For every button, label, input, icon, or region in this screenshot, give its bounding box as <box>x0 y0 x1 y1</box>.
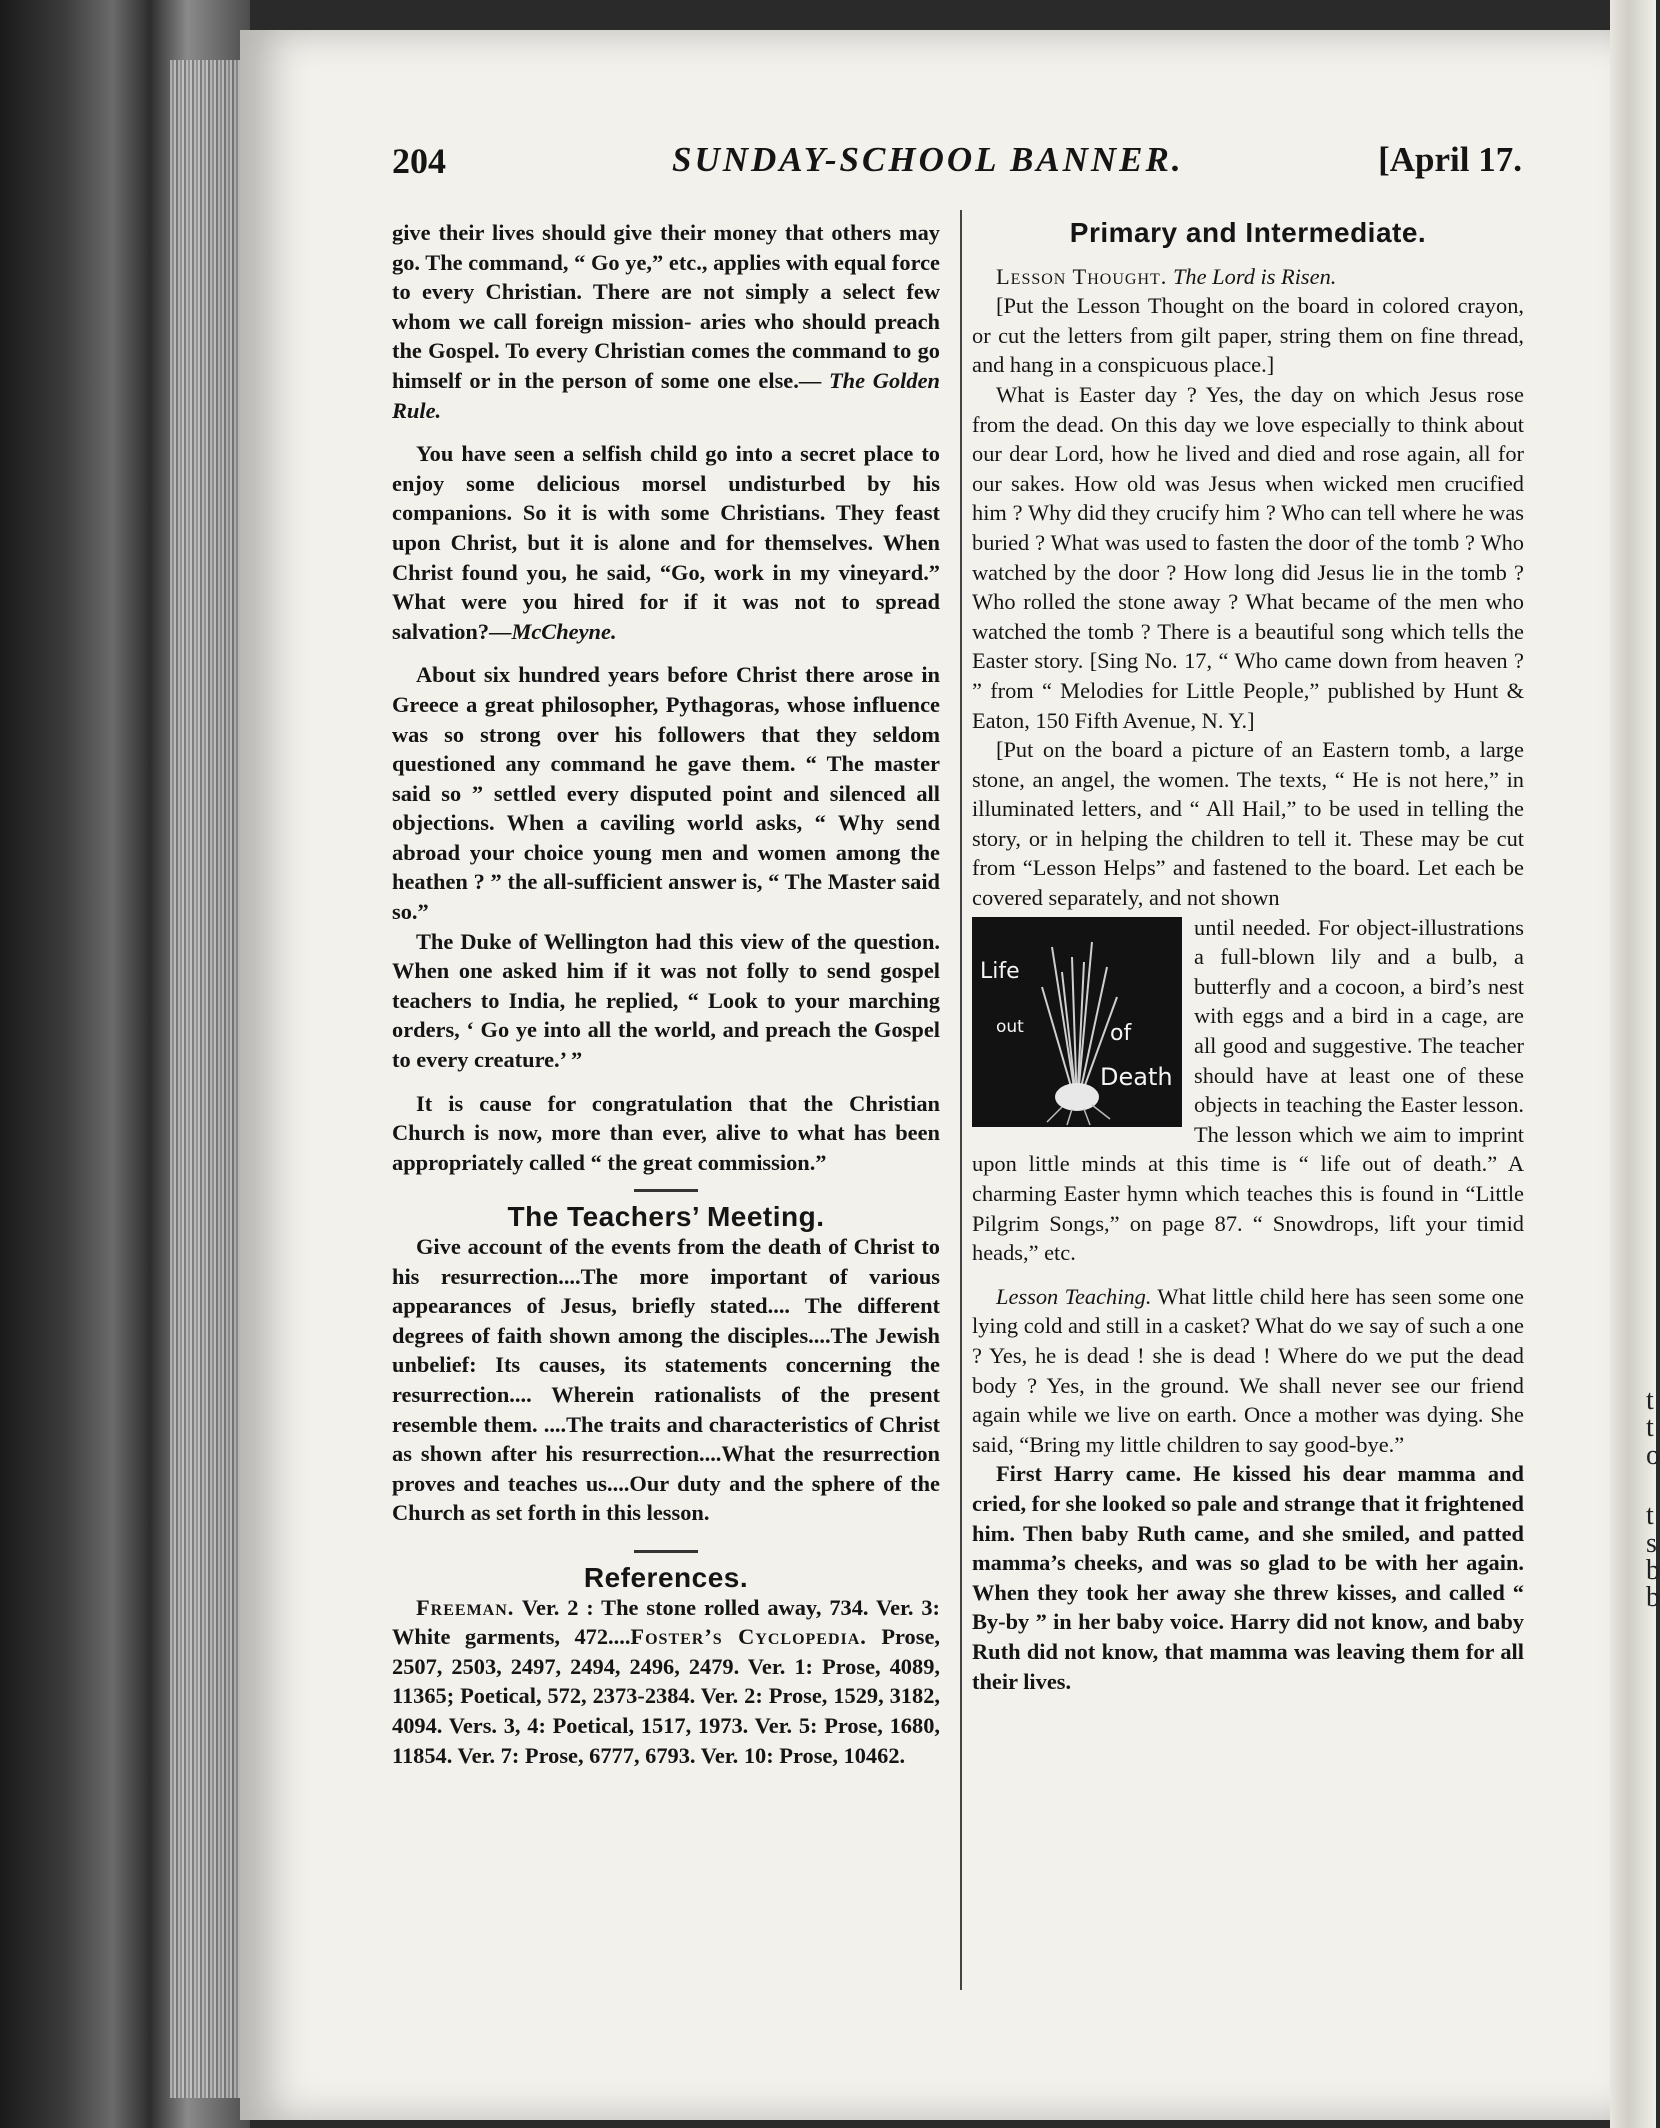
illustration-word: of <box>1110 1020 1132 1046</box>
section-rule <box>634 1550 698 1553</box>
text-line: simply a select few whom we call foreign mission- <box>392 279 940 334</box>
life-out-of-death-illustration <box>972 917 1182 1127</box>
paragraph-text: You have seen a selfish child go into a secret place to enjoy some delicious morsel undisturbed by his companions. So it is with some Christians. They feast upon Christ, but it is alone and for themselves. When Christ found you, he said, “Go, work in my vineyard.” What were you hired for if it was not to spread salvation?— <box>392 441 940 644</box>
illustration-word: out <box>996 1016 1024 1037</box>
text-line: or in the person of some one else.— <box>469 367 829 393</box>
source-citation: McCheyne. <box>511 618 617 644</box>
edge-fragment: s <box>1646 1528 1657 1559</box>
teachers-meeting-text: Give account of the events from the death of Christ to his resurrection....The more important of various appearances of Jesus, briefly stated.... The different degrees of faith shown among the disciples....The Jewish unbelief: Its causes, its statements concerning the resurrection.... Wherein rationalists of the present resemble them. ....The traits and characteristics of Christ as shown after his resurrection....What the resurrection proves and teaches us....Our duty and the sphere of the Church as set forth in this lesson. <box>392 1234 940 1526</box>
illustration-word: Death <box>1100 1062 1173 1091</box>
wellington-paragraph: The Duke of Wellington had this view of the question. When one asked him if it was not folly to send gospel teachers to India, he replied, “ Look to your marching orders, ‘ Go ye into all the world, and preach the Gospel to every creature.’ ” <box>392 928 940 1073</box>
source-citation: The Golden Rule. <box>392 367 940 423</box>
pythagoras-paragraph: About six hundred years before Christ there arose in Greece a great philosopher, Pythagoras, whose influence was so strong over his followers that they seldom questioned any command he gave them. “ The master said so ” settled every disputed point and silenced all objections. When a caviling world asks, “ Why send abroad your choice young men and women among the heathen ? ” the all-sufficient answer is, “ The Master said so.” <box>392 662 940 925</box>
references-text <box>392 1593 940 1771</box>
board-picture-paragraph: [Put on the board a picture of an Eastern tomb, a large stone, an angel, the women. The texts, “ He is not here,” in illuminated letters, and “ All Hail,” to be used in telling the story, or in helping the children to tell it. These may be cut from “Lesson Helps” and fastened to the board. Let each be covered separately, and not shown <box>972 737 1524 911</box>
illustration-word: Life <box>980 958 1020 984</box>
reference-source: Foster’s Cyclopedia. <box>630 1624 867 1650</box>
left-column <box>392 218 940 1770</box>
instruction-paragraph: [Put the Lesson Thought on the board in colored crayon, or cut the letters from gilt paper, string them on fine thread, and hang in a conspicuous place.] <box>972 293 1524 378</box>
golden-rule-paragraph <box>392 218 940 425</box>
text-line: give their lives should give their money that others <box>392 220 899 245</box>
lesson-thought <box>972 262 1524 292</box>
column-divider <box>960 210 962 1990</box>
paragraph-text: What little child here has seen some one lying cold and still in a casket? What do we say of such a one ? Yes, he is dead ! she is dead ! Where do we put the dead body ? Yes, in the ground. We shall never see our friend again while we live on earth. Once a mother was dying. She said, “Bring my little children to say good-bye.” <box>972 1283 1524 1457</box>
references-heading: References. <box>583 1561 749 1593</box>
text-line: Christian comes the command to go himself <box>392 338 940 393</box>
issue-date: [April 17. <box>1378 140 1522 179</box>
object-illustrations-paragraph: until needed. For object-illustrations a full-blown lily and a bulb, a butterfly and a cocoon, a bird’s nest with eggs and a bird in a cage, are all good and suggestive. The teacher should have at least one of these objects in teaching the Easter lesson. The lesson which we aim to imprint upon little minds at this time is “ life out of death.” A charming Easter hymn which teaches this is found in “Little Pilgrim Songs,” on page 87. “ Snowdrops, lift your timid heads,” etc. <box>972 914 1524 1266</box>
reference-list: Prose, 2507, 2503, 2497, 2494, 2496, 2479. Ver. 1: Prose, 4089, 11365; Poetical, 572, 2373-2384. Ver. 2: Prose, 1529, 3182, 4094. Vers. 3, 4: Poetical, 1517, 1973. Ver. 5: Prose, 1680, 11854. Ver. 7: Prose, 6777, 6793. Ver. 10: Prose, 10462. <box>392 1624 940 1768</box>
reference-source: Freeman. <box>416 1594 515 1620</box>
text-line: with equal force to every Christian. There are not <box>392 249 940 305</box>
text-line: may go. The command, “ Go ye,” etc., applies <box>392 220 940 275</box>
facing-page-edge <box>1610 0 1660 2128</box>
primary-intermediate-heading: Primary and Intermediate. <box>1069 217 1427 248</box>
book-binding <box>0 0 250 2128</box>
text-line: aries who should preach the Gospel. To every <box>392 308 940 364</box>
edge-fragment: t <box>1646 1385 1654 1416</box>
edge-fragment: b <box>1646 1555 1660 1586</box>
lesson-thought-text: The Lord is Risen. <box>1172 263 1337 289</box>
right-column <box>972 218 1524 1696</box>
page-number: 204 <box>392 141 446 181</box>
lesson-teaching-label: Lesson Teaching. <box>996 1283 1152 1309</box>
easter-day-paragraph: What is Easter day ? Yes, the day on which Jesus rose from the dead. On this day we love especially to think about our dear Lord, how he lived and died and rose again, all for our sakes. How old was Jesus when wicked men crucified him ? Why did they crucify him ? Who can tell where he was buried ? What was used to fasten the door of the tomb ? Who watched by the door ? How long did Jesus lie in the tomb ? Who rolled the stone away ? What became of the men who watched the tomb ? There is a beautiful song which tells the Easter story. [Sing No. 17, “ Who came down from heaven ? ” from “ Melodies for Little People,” published by Hunt & Eaton, 150 Fifth Avenue, N. Y.] <box>972 381 1524 733</box>
edge-fragment: t <box>1646 1500 1654 1531</box>
edge-fragment: b <box>1646 1582 1660 1613</box>
edge-fragment: o <box>1646 1440 1660 1471</box>
mccheyne-paragraph <box>392 439 940 646</box>
commission-paragraph: It is cause for congratulation that the Christian Church is now, more than ever, alive to what has been appropriately called “ the great commission.” <box>392 1090 940 1175</box>
publication-title: SUNDAY-SCHOOL BANNER. <box>672 140 1184 179</box>
edge-fragment: t <box>1646 1412 1654 1443</box>
teachers-meeting-heading: The Teachers’ Meeting. <box>507 1201 825 1233</box>
section-rule <box>634 1189 698 1192</box>
lesson-thought-label: Lesson Thought. <box>996 263 1168 289</box>
page-header <box>392 140 1522 190</box>
reference-list: Ver. 2 : The stone rolled away, 734. Ver. 3: White garments, 472.... <box>392 1594 940 1650</box>
lesson-teaching-paragraph <box>972 1282 1524 1460</box>
harry-ruth-paragraph: First Harry came. He kissed his dear mamma and cried, for she looked so pale and strange that it frightened him. Then baby Ruth came, and she smiled, and patted mamma’s cheeks, and was so glad to be with her again. When they took her away she threw kisses, and called “ By-by ” in her baby voice. Harry did not know, and baby Ruth did not know, that mamma was leaving them for all their lives. <box>972 1461 1524 1694</box>
